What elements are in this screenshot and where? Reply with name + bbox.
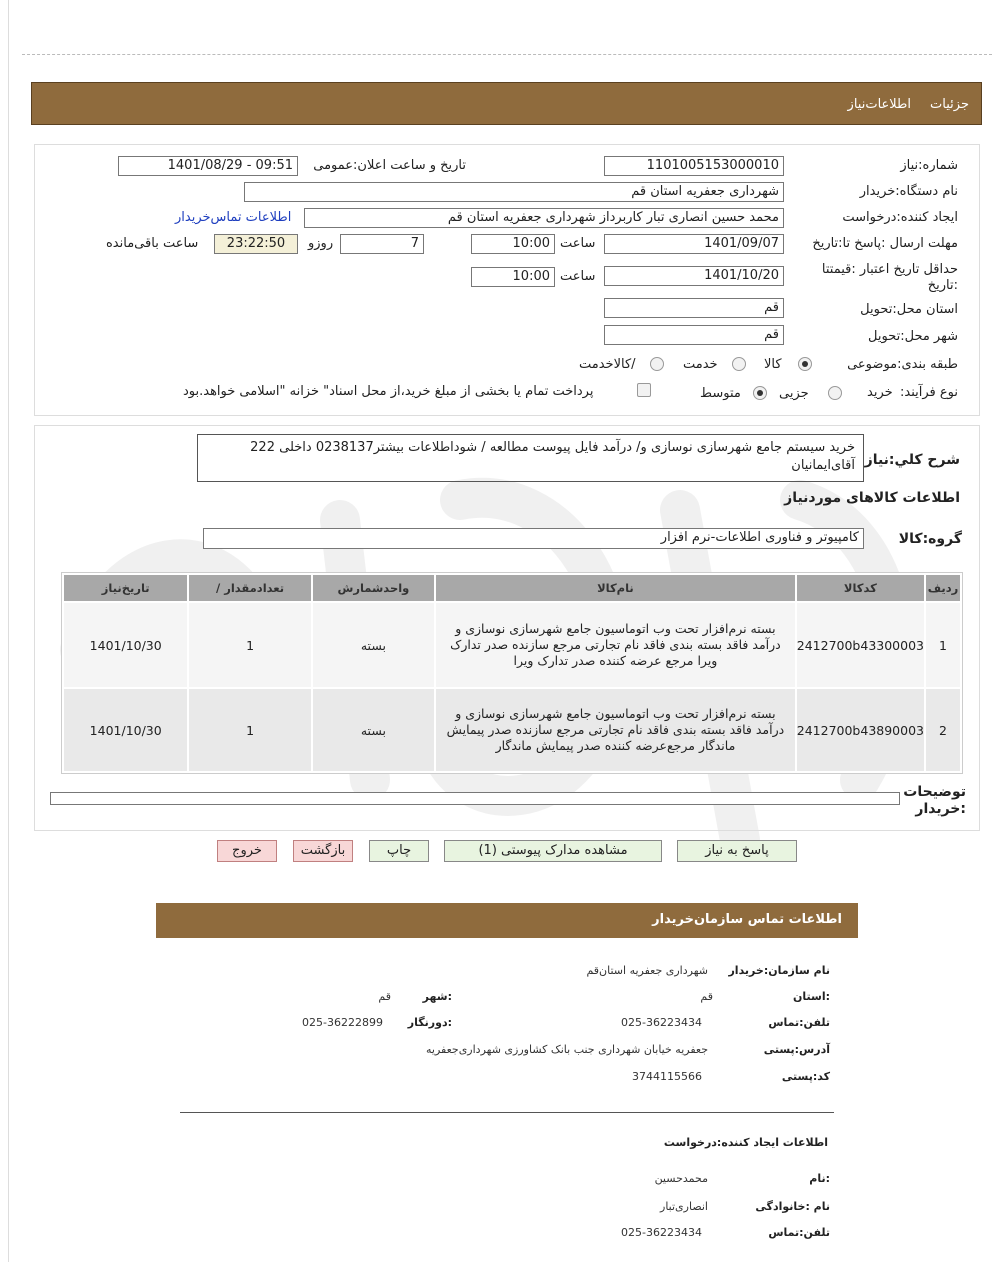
top-divider xyxy=(22,54,992,55)
cell-quantity: 1 xyxy=(189,689,310,771)
announce-datetime-field: 1401/08/29 - 09:51 xyxy=(118,156,298,176)
creator-field: محمد حسین انصاری تبار کاربرداز شهرداری جعفریه استان قم xyxy=(304,208,784,228)
cell-need-date: 1401/10/30 xyxy=(64,689,187,771)
creator-name-value: محمدحسین xyxy=(654,1172,708,1185)
buyer-contact-link[interactable]: اطلاعات تماس‌خریدار xyxy=(175,210,292,225)
cell-need-date: 1401/10/30 xyxy=(64,603,187,687)
contact-fax-value: 025-36222899 xyxy=(302,1016,383,1029)
contact-org-label: نام سازمان:خریدار xyxy=(728,964,830,977)
buyer-notes-field xyxy=(50,792,900,805)
remaining-time-field: 23:22:50 xyxy=(214,234,298,254)
cell-goods-code: 2412700b43300003 xyxy=(797,603,924,687)
summary-label: شرح كلي:نیاز xyxy=(864,452,960,468)
buyer-contact-title: اطلاعات تماس سازمان‌خریدار xyxy=(652,912,842,927)
creator-phone-value: 025-36223434 xyxy=(621,1226,702,1239)
creator-info-heading: اطلاعات ایجاد کننده:درخواست xyxy=(663,1136,828,1149)
contact-address-value: جعفریه خیابان شهرداری جنب بانک کشاورزی شهرداری‌جعفریه xyxy=(426,1043,708,1056)
contact-phone-label: تلفن:تماس xyxy=(768,1016,830,1029)
left-border-line xyxy=(8,0,9,1262)
announce-label: تاریخ و ساعت اعلان:عمومی xyxy=(313,158,466,173)
days-label: روزو xyxy=(308,236,334,251)
contact-phone-value: 025-36223434 xyxy=(621,1016,702,1029)
contact-org-value: شهرداری جعفریه استان‌قم xyxy=(586,964,708,977)
col-unit: واحدشمارش xyxy=(313,575,434,601)
category-goods-radio[interactable] xyxy=(798,357,812,371)
notes-label-1: توضیحات xyxy=(903,784,966,800)
col-need-date: تاریخ‌نیاز xyxy=(64,575,187,601)
creator-family-value: انصاری‌تبار xyxy=(660,1200,708,1213)
back-button[interactable]: بازگشت xyxy=(293,840,353,862)
deadline-label: مهلت ارسال :پاسخ تا:تاریخ xyxy=(812,236,958,251)
goods-group-field: کامپیوتر و فناوری اطلاعات-نرم افزار xyxy=(203,528,864,549)
creator-label: ایجاد کننده:درخواست xyxy=(842,210,958,225)
contact-address-label: آدرس:پستی xyxy=(763,1043,830,1056)
need-number-label: شماره:نیاز xyxy=(900,158,958,173)
process-type-label: نوع فرآیند: xyxy=(900,385,958,400)
page-header-bar xyxy=(31,82,982,125)
tab-need-info[interactable]: اطلاعات‌نیاز xyxy=(847,97,911,112)
city-label: شهر محل:تحویل xyxy=(868,329,958,344)
category-goods-label: کالا xyxy=(764,357,782,372)
creator-name-label: :نام xyxy=(809,1172,830,1185)
buyer-org-label: نام دستگاه:خریدار xyxy=(859,184,958,199)
goods-table xyxy=(61,572,963,774)
cell-unit: بسته xyxy=(313,603,434,687)
col-goods-name: نام‌کالا xyxy=(436,575,795,601)
province-label: استان محل:تحویل xyxy=(860,302,958,317)
col-quantity: / تعدادمقدار xyxy=(189,575,310,601)
reply-button[interactable]: پاسخ به نیاز xyxy=(677,840,797,862)
validity-time-label: ساعت xyxy=(560,269,596,284)
process-medium-radio[interactable] xyxy=(753,386,767,400)
cell-goods-name: بسته نرم‌افزار تحت وب اتوماسیون جامع شهرسازی نوسازی و درآمد فاقد بسته بندی فاقد نام تجارتی مرجع سازنده صدر پیمایش ماندگار مرجع‌عرضه کننده صدر پیمایش ماندگار xyxy=(436,689,795,771)
creator-family-label: نام :خانوادگی xyxy=(755,1200,830,1213)
goods-group-label: گروه:کالا xyxy=(898,531,962,547)
col-row-number: ردیف xyxy=(926,575,960,601)
exit-button[interactable]: خروج xyxy=(217,840,277,862)
view-documents-button[interactable]: مشاهده مدارک پیوستی (1) xyxy=(444,840,662,862)
buyer-org-field: شهرداری جعفریه استان قم xyxy=(244,182,784,202)
treasury-payment-note: پرداخت تمام یا بخشی از مبلغ خرید،از محل اسناد" خزانه "اسلامی خواهد.بود xyxy=(183,384,594,399)
summary-text: خرید سیستم جامع شهرسازی نوسازی و/ درآمد فایل پیوست مطالعه / شوداطلاعات بیشتر0238137 داخلی 222 آقای‌ایمانیان xyxy=(197,434,864,482)
process-buy-label: خرید xyxy=(867,385,893,400)
tab-details[interactable]: جزئیات xyxy=(930,97,969,112)
treasury-payment-checkbox[interactable] xyxy=(637,383,651,397)
contact-province-label: :استان xyxy=(793,990,830,1003)
deadline-time-field: 10:00 xyxy=(471,234,555,254)
contact-postal-label: کد:پستی xyxy=(781,1070,830,1083)
contact-city-label: :شهر xyxy=(422,990,452,1003)
col-goods-code: کدکالا xyxy=(797,575,924,601)
contact-province-value: قم xyxy=(700,990,713,1003)
cell-unit: بسته xyxy=(313,689,434,771)
cell-quantity: 1 xyxy=(189,603,310,687)
province-field: قم xyxy=(604,298,784,318)
contact-divider xyxy=(180,1112,834,1113)
process-minor-radio[interactable] xyxy=(828,386,842,400)
remaining-label: ساعت باقی‌مانده xyxy=(106,236,199,251)
cell-row-number: 2 xyxy=(926,689,960,771)
cell-row-number: 1 xyxy=(926,603,960,687)
contact-postal-value: 3744115566 xyxy=(632,1070,702,1083)
print-button[interactable]: چاپ xyxy=(369,840,429,862)
process-medium-label: متوسط xyxy=(700,386,741,401)
deadline-time-label: ساعت xyxy=(560,236,596,251)
validity-label-2: :تاریخ xyxy=(927,278,958,293)
category-service-radio[interactable] xyxy=(732,357,746,371)
cell-goods-name: بسته نرم‌افزار تحت وب اتوماسیون جامع شهرسازی نوسازی و درآمد فاقد بسته بندی فاقد نام تجارتی مرجع سازنده صدر تدارک ویرا مرجع عرضه کننده صدر تدارک ویرا xyxy=(436,603,795,687)
city-field: قم xyxy=(604,325,784,345)
cell-goods-code: 2412700b43890003 xyxy=(797,689,924,771)
goods-info-heading: اطلاعات كالاهای موردنیاز xyxy=(784,490,960,506)
validity-date-field: 1401/10/20 xyxy=(604,266,784,286)
table-row xyxy=(64,603,960,687)
need-number-field: 1101005153000010 xyxy=(604,156,784,176)
buyer-contact-header xyxy=(156,903,858,938)
table-row xyxy=(64,689,960,771)
category-both-label: /کالاخدمت xyxy=(579,357,636,372)
validity-label-1: حداقل تاریخ اعتبار :قیمتتا xyxy=(821,262,958,277)
days-field: 7 xyxy=(340,234,424,254)
category-service-label: خدمت xyxy=(683,357,718,372)
contact-city-value: قم xyxy=(378,990,391,1003)
contact-fax-label: :دورنگار xyxy=(407,1016,452,1029)
category-both-radio[interactable] xyxy=(650,357,664,371)
notes-label-2: :خریدار xyxy=(915,801,966,817)
validity-time-field: 10:00 xyxy=(471,267,555,287)
deadline-date-field: 1401/09/07 xyxy=(604,234,784,254)
category-label: طبقه بندی:موضوعی xyxy=(847,357,958,372)
creator-phone-label: تلفن:تماس xyxy=(768,1226,830,1239)
process-minor-label: جزیی xyxy=(779,386,809,401)
